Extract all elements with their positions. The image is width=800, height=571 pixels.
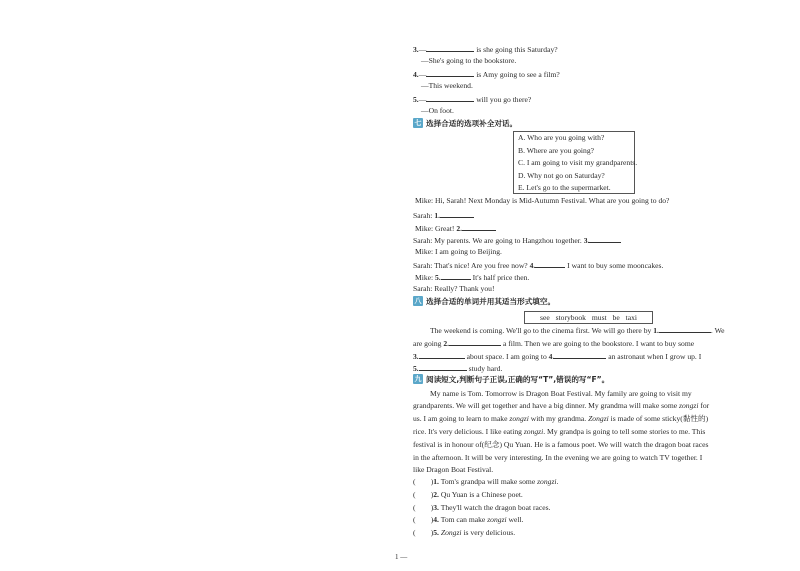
answer-blank[interactable]	[426, 93, 474, 102]
answer-blank[interactable]	[441, 271, 471, 280]
speaker-text: Sarah:	[413, 211, 435, 220]
dialogue-line	[413, 209, 474, 221]
question-3	[413, 43, 558, 55]
option-b: B. Where are you going?	[518, 145, 594, 155]
dialogue-line	[413, 234, 621, 246]
item-number: 5.	[433, 528, 439, 537]
section-badge: 九	[414, 375, 422, 383]
item-text: .	[556, 477, 559, 486]
section-badge: 七	[414, 119, 422, 127]
dialogue-line: Sarah: Really? Thank you!	[413, 284, 495, 293]
reading-text: . My grandpa is going to tell some stories to me. This	[543, 427, 706, 436]
question-text: will you go there?	[474, 95, 532, 104]
reading-text: grandparents. We will get together and have a big dinner. My grandma will make some	[413, 401, 680, 410]
reading-text: rice. It's very delicious. I like eating	[413, 427, 524, 436]
section-title: 选择合适的单词并用其适当形式填空。	[426, 297, 556, 306]
reading-line: in the afternoon. It will be very interesting. In the evening we are going to watch TV together. I	[413, 453, 703, 462]
question-number: 5.	[413, 95, 419, 104]
answer-3: —She's going to the bookstore.	[421, 56, 517, 65]
item-number: 3.	[433, 503, 439, 512]
answer-blank[interactable]	[419, 350, 465, 359]
option-e: E. Let's go to the supermarket.	[518, 183, 611, 192]
speaker-text: Mike:	[415, 273, 436, 282]
section-8-heading	[413, 296, 555, 307]
option-a: A. Who are you going with?	[518, 133, 605, 142]
blank-number: 5.	[413, 364, 419, 373]
reading-text: zongzi	[509, 414, 529, 423]
reading-text: us. I am going to learn to make	[413, 414, 510, 423]
dialogue-line	[413, 259, 663, 271]
judge-item	[413, 503, 550, 513]
option-d: D. Why not go on Saturday?	[518, 170, 605, 180]
answer-4: —This weekend.	[421, 81, 473, 90]
reading-text: Zongzi	[588, 414, 609, 423]
speaker-text: I want to buy some mooncakes.	[565, 261, 664, 270]
item-text: Qu Yuan is a Chinese poet.	[438, 490, 523, 499]
reading-line: like Dragon Boat Festival.	[413, 465, 494, 474]
reading-text: zongzi	[523, 427, 544, 436]
reading-line	[413, 427, 705, 437]
reading-line: My name is Tom. Tomorrow is Dragon Boat Festival. My family are going to visit my	[430, 389, 692, 398]
answer-5: —On foot.	[421, 106, 454, 115]
word-bank: see storybook must be taxi	[540, 313, 637, 322]
blank-number: 4.	[529, 261, 536, 270]
passage-text: study hard.	[466, 364, 503, 373]
option-c: C. I am going to visit my grandparents.	[518, 158, 638, 167]
item-text: Zongzi	[440, 528, 462, 537]
dash: —	[418, 70, 427, 79]
blank-number: 1.	[434, 211, 441, 220]
answer-blank[interactable]	[449, 337, 501, 346]
item-text: zongzi	[487, 515, 507, 524]
passage-text: about space. I am going to	[464, 352, 549, 361]
item-text: is very delicious.	[461, 528, 516, 537]
item-number: 1.	[433, 477, 439, 486]
options-box	[513, 131, 638, 194]
item-text: zongzi	[537, 477, 557, 486]
section-9-heading	[413, 374, 609, 385]
item-text: Tom's grandpa will make some	[438, 477, 538, 486]
answer-blank[interactable]	[589, 234, 621, 243]
passage-line	[413, 362, 502, 374]
blank-number: 2.	[443, 339, 450, 348]
section-badge: 八	[414, 297, 422, 305]
section-title: 阅读短文,判断句子正误,正确的写“T”,错误的写“F”。	[426, 375, 610, 384]
question-text: is Amy going to see a film?	[474, 70, 560, 79]
section-7-heading	[413, 118, 517, 129]
answer-paren[interactable]: ( )	[413, 503, 434, 512]
speaker-text: Sarah: That's nice! Are you free now?	[413, 261, 530, 270]
dialogue-line: Mike: I am going to Beijing.	[415, 247, 502, 256]
blank-number: 2.	[456, 224, 463, 233]
word-bank-box	[524, 311, 653, 324]
answer-paren[interactable]: ( )	[413, 528, 434, 537]
item-text: Tom can make	[438, 515, 488, 524]
question-5	[413, 93, 531, 105]
answer-blank[interactable]	[554, 350, 606, 359]
reading-text: is made of some sticky(黏性的)	[608, 414, 709, 423]
reading-text: zongzi	[679, 401, 699, 410]
judge-item	[413, 490, 523, 500]
blank-number: 3.	[413, 352, 419, 361]
dialogue-line	[415, 222, 496, 234]
passage-line	[430, 324, 725, 336]
blank-number: 5.	[435, 273, 441, 282]
item-text: well.	[506, 515, 524, 524]
answer-blank[interactable]	[462, 222, 496, 231]
speaker-text: Mike: Great!	[415, 224, 457, 233]
question-4	[413, 68, 560, 80]
reading-text: with my grandma.	[528, 414, 589, 423]
passage-line	[413, 350, 701, 362]
judge-item	[413, 528, 515, 538]
dash: —	[418, 95, 427, 104]
blank-number: 1.	[653, 326, 659, 335]
blank-number: 3.	[583, 236, 590, 245]
passage-text: . We	[710, 326, 725, 335]
passage-line	[413, 337, 694, 349]
answer-paren[interactable]: ( )	[413, 490, 434, 499]
judge-item	[413, 515, 524, 525]
answer-blank[interactable]	[426, 43, 474, 52]
passage-text: are going	[413, 339, 444, 348]
item-text: They'll watch the dragon boat races.	[438, 503, 551, 512]
section-title: 选择合适的选项补全对话。	[426, 119, 518, 128]
speaker-text: It's half price then.	[470, 273, 530, 282]
page-number: 1 —	[395, 553, 408, 561]
question-number: 3.	[413, 45, 419, 54]
answer-paren[interactable]: ( )	[413, 477, 434, 486]
reading-line	[413, 414, 708, 424]
reading-line: festival is in honour of(纪念) Qu Yuan. He is a famous poet. We will watch the dragon boat races	[413, 440, 709, 449]
answer-paren[interactable]: ( )	[413, 515, 434, 524]
judge-item	[413, 477, 558, 487]
blank-number: 4.	[548, 352, 555, 361]
dialogue-line	[415, 271, 529, 283]
dialogue-line: Mike: Hi, Sarah! Next Monday is Mid-Autumn Festival. What are you going to do?	[415, 196, 670, 205]
passage-text: The weekend is coming. We'll go to the cinema first. We will go there by	[430, 326, 654, 335]
item-number: 4.	[433, 515, 439, 524]
item-number: 2.	[433, 490, 439, 499]
passage-text: an astronaut when I grow up. I	[606, 352, 702, 361]
passage-text: a film. Then we are going to the bookstore. I want to buy some	[501, 339, 695, 348]
reading-text: for	[698, 401, 710, 410]
answer-blank[interactable]	[426, 68, 474, 77]
dash: —	[418, 45, 427, 54]
question-number: 4.	[413, 70, 419, 79]
answer-blank[interactable]	[659, 324, 711, 333]
speaker-text: Sarah: My parents. We are going to Hangzhou together.	[413, 236, 584, 245]
answer-blank[interactable]	[535, 259, 565, 268]
reading-line	[413, 401, 709, 411]
answer-blank[interactable]	[440, 209, 474, 218]
question-text: is she going this Saturday?	[474, 45, 558, 54]
answer-blank[interactable]	[419, 362, 467, 371]
